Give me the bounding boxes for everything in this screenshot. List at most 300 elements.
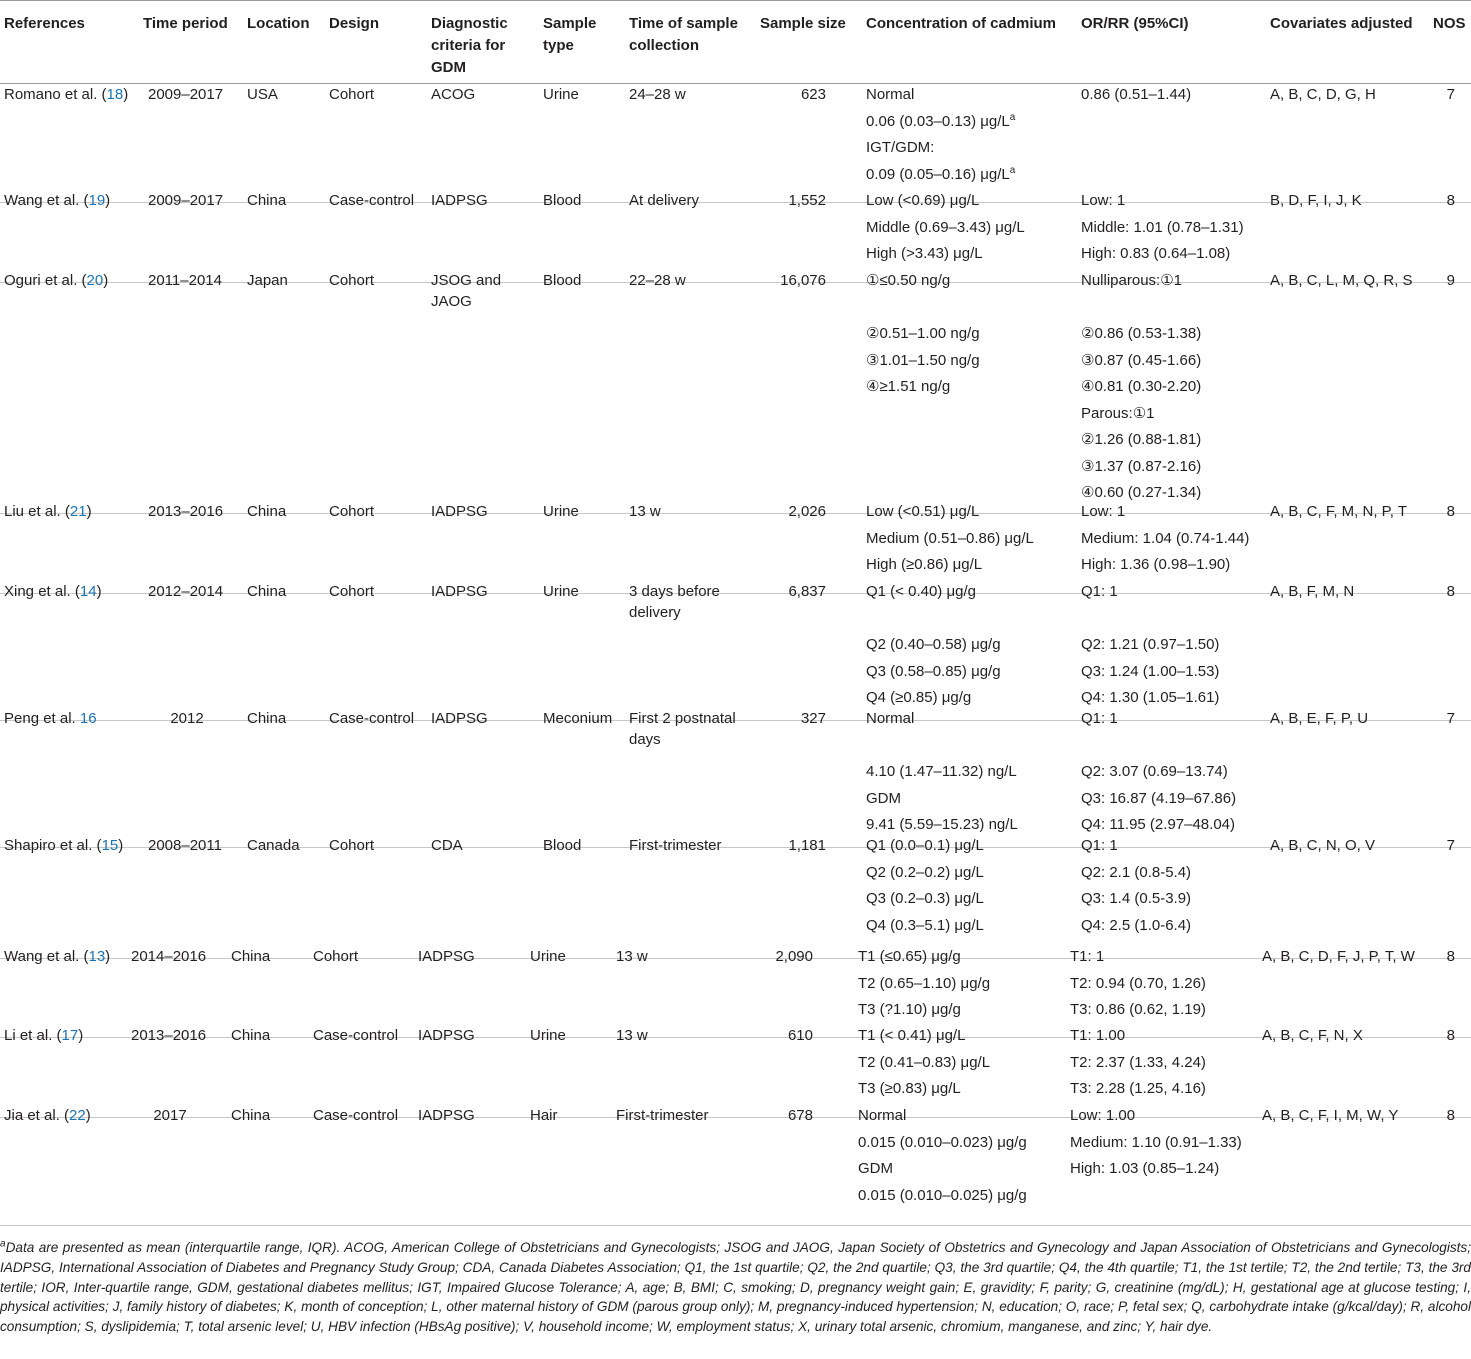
diag-line: IADPSG — [431, 503, 488, 520]
cell-line-text: Normal — [866, 710, 915, 727]
sample-size-cell: 6,837 — [788, 583, 826, 600]
reference-author: Romano et al. ( — [4, 86, 107, 103]
or-rr-cell — [1081, 581, 1219, 714]
cell-line — [1081, 581, 1219, 608]
cell-line — [866, 350, 980, 377]
cell-line — [1070, 1052, 1206, 1079]
cell-line — [858, 1158, 1027, 1185]
cell-line — [866, 376, 980, 403]
cell-line — [1081, 761, 1236, 788]
collection-time-cell — [616, 1105, 709, 1126]
reference-close: ) — [85, 1107, 91, 1124]
table-row — [0, 581, 1471, 721]
cell-line-text: T2 (0.65–1.10) μg/g — [858, 974, 991, 992]
cell-line — [866, 554, 1034, 581]
cell-line-text: Q3: 16.87 (4.19–67.86) — [1081, 789, 1237, 807]
or-rr-cell — [1070, 946, 1206, 1026]
cell-line-text: Q3 (0.2–0.3) μg/L — [866, 890, 984, 907]
reference-link[interactable]: 16 — [79, 710, 97, 727]
sample-type-cell: Urine — [530, 948, 566, 965]
cell-line-text: Parous:①1 — [1081, 404, 1155, 422]
diag-line: IADPSG — [431, 710, 488, 727]
header-location: Location — [247, 15, 310, 32]
nos-cell: 8 — [1446, 192, 1455, 209]
sample-size-cell: 2,026 — [788, 503, 826, 520]
cell-line — [1081, 84, 1191, 111]
location-cell: Canada — [247, 837, 300, 854]
cell-line — [866, 270, 980, 297]
cell-line — [866, 581, 1001, 608]
collection-line: 13 w — [616, 948, 648, 965]
design-cell: Cohort — [313, 948, 359, 965]
header-time-of-collection — [629, 13, 738, 57]
cell-line — [858, 973, 990, 1000]
diagnostic-criteria-cell — [431, 708, 488, 729]
covariates-cell: A, B, C, D, F, J, P, T, W — [1262, 948, 1415, 965]
cell-line — [866, 634, 1001, 661]
cell-line — [858, 1025, 990, 1052]
diag-line: CDA — [431, 837, 463, 854]
cell-line — [1070, 1158, 1242, 1185]
or-rr-cell — [1070, 1025, 1206, 1105]
reference-link[interactable]: 21 — [69, 503, 87, 520]
sample-size-cell: 16,076 — [780, 272, 826, 289]
cell-line — [866, 761, 1018, 788]
reference-link[interactable]: 13 — [88, 948, 106, 965]
cell-line — [1070, 1078, 1206, 1105]
cell-line — [858, 1185, 1027, 1212]
cell-line-text: ②0.51–1.00 ng/g — [866, 325, 980, 342]
cell-line-text: ④≥1.51 ng/g — [866, 378, 951, 395]
cell-line — [1081, 835, 1191, 862]
cell-line-text: Q4 (0.3–5.1) μg/L — [866, 916, 984, 934]
cell-line-text: 0.86 (0.51–1.44) — [1081, 86, 1192, 103]
or-rr-cell — [1081, 835, 1191, 941]
time-period-cell: 2009–2017 — [148, 192, 224, 209]
reference-close: ) — [86, 503, 92, 520]
header-concentration: Concentration of cadmium — [866, 15, 1057, 32]
cell-line-text: T1: 1.00 — [1070, 1027, 1126, 1044]
diagnostic-criteria-cell — [431, 581, 488, 602]
cell-line-text: Q2: 2.1 (0.8-5.4) — [1081, 863, 1192, 881]
cell-line-text: 9.41 (5.59–15.23) ng/L — [866, 816, 1018, 833]
cell-line-text: ②1.26 (0.88-1.81) — [1081, 431, 1202, 448]
cell-line-text: T3 (?1.10) μg/g — [858, 1001, 961, 1018]
nos-cell: 8 — [1446, 503, 1455, 520]
diag-line: IADPSG — [431, 583, 488, 600]
cell-line-text: T1 (< 0.41) μg/L — [858, 1027, 966, 1044]
or-rr-cell — [1081, 270, 1201, 509]
cell-line — [1081, 735, 1236, 762]
table-row — [0, 270, 1471, 514]
cell-line — [858, 1105, 1027, 1132]
reference-close: ) — [78, 1027, 84, 1044]
time-period-cell: 2014–2016 — [131, 948, 207, 965]
diagnostic-criteria-cell — [431, 501, 488, 522]
cell-line-text: 0.06 (0.03–0.13) μg/L — [866, 112, 1010, 130]
reference-cell — [4, 581, 102, 603]
cell-line-text: Low: 1.00 — [1070, 1107, 1136, 1124]
reference-author: Xing et al. ( — [4, 583, 80, 600]
cell-line-text: High (≥0.86) μg/L — [866, 556, 983, 573]
cell-line — [866, 661, 1001, 688]
table-footnote — [0, 1238, 1471, 1337]
header-sample-line2: type — [543, 37, 574, 54]
cell-line-text: ④0.60 (0.27-1.34) — [1081, 484, 1202, 501]
collection-time-cell — [629, 84, 686, 105]
cell-line — [1081, 862, 1191, 889]
cell-line — [1070, 946, 1206, 973]
reference-link[interactable]: 22 — [69, 1107, 86, 1124]
design-cell: Cohort — [329, 583, 375, 600]
nos-cell: 7 — [1446, 837, 1455, 854]
cell-line-text: High: 1.03 (0.85–1.24) — [1070, 1160, 1220, 1177]
collection-time-cell — [616, 1025, 648, 1046]
cell-line — [1081, 634, 1219, 661]
cell-line-text: Q2 (0.2–0.2) μg/L — [866, 863, 984, 881]
reference-cell — [4, 270, 108, 292]
diag-line: IADPSG — [418, 948, 475, 965]
cell-line-text: ③1.01–1.50 ng/g — [866, 351, 980, 369]
footnote-text: Data are presented as mean (interquartile range, IQR). ACOG, American College of Obstetricians and Gynecologists; JSOG and JAOG, Japan Society of Obstetrics and Gynecology and Japan Association of Obstetricians and Gynecologists; IADPSG, International Association of Diabetes and Pregnancy Study Group; CDA, Canada Diabetes Association; Q1, the 1st quartile; Q2, the 2nd quartile; Q3, the 3rd quartile; Q4, the 4th quartile; T1, the 1st tertile; T2, the 2nd tertile; T3, the 3rd tertile; IOR, Inter-quartile range, GDM, gestational diabetes mellitus; IGT, Impaired Glucose Tolerance; A, age; B, BMI; C, smoking; D, pregnancy weight gain; E, gravidity; F, parity; G, creatinine (mg/dL); H, gestational age at glucose testing; I, physical activities; J, family history of diabetes; K, month of conception; L, other maternal history of GDM (parous group only); M, pregnancy-induced hypertension; N, education; O, race; P, fetal sex; Q, carbohydrate intake (g/kcal/day); R, alcohol consumption; S, dyslipidemia; T, total arsenic level; U, HBV infection (HBsAg positive); V, household income; W, employment status; X, urinary total arsenic, chromium, manganese, and zinc; Y, hair dye. — [0, 1240, 1471, 1335]
table-row — [0, 1105, 1471, 1226]
time-period-cell: 2011–2014 — [148, 272, 222, 289]
cell-line-text: GDM — [858, 1160, 893, 1177]
cell-line-text: Q3 (0.58–0.85) μg/g — [866, 662, 1001, 680]
time-period-cell: 2013–2016 — [148, 503, 224, 520]
sample-type-cell: Blood — [543, 272, 582, 289]
header-covariates: Covariates adjusted — [1270, 15, 1413, 32]
sample-type-cell: Blood — [543, 192, 582, 209]
header-nos: NOS — [1433, 15, 1466, 32]
cell-line — [858, 1078, 990, 1105]
nos-cell: 8 — [1446, 1027, 1455, 1044]
reference-close: ) — [96, 583, 102, 600]
covariates-cell: A, B, C, F, N, X — [1262, 1027, 1363, 1044]
covariates-cell: A, B, C, L, M, Q, R, S — [1270, 272, 1413, 289]
reference-author: Wang et al. ( — [4, 192, 89, 209]
covariates-cell: A, B, C, D, G, H — [1270, 86, 1376, 103]
diagnostic-criteria-cell — [431, 84, 475, 105]
cell-line-text: T3 (≥0.83) μg/L — [858, 1080, 961, 1097]
table-row — [0, 84, 1471, 203]
time-period-cell: 2017 — [153, 1107, 187, 1124]
reference-author: Li et al. ( — [4, 1027, 62, 1044]
header-time-period: Time period — [143, 15, 228, 32]
cell-line-text: Q4: 1.30 (1.05–1.61) — [1081, 689, 1220, 706]
collection-line: 22–28 w — [629, 272, 686, 289]
cell-line — [866, 528, 1034, 555]
cell-line — [866, 84, 1015, 111]
covariates-cell: A, B, C, F, I, M, W, Y — [1262, 1107, 1399, 1124]
cell-line — [858, 946, 990, 973]
cell-line — [1081, 297, 1201, 324]
cell-line — [866, 323, 980, 350]
superscript-marker: a — [1009, 111, 1016, 123]
cell-line-text: Q1: 1 — [1081, 710, 1118, 727]
concentration-cell — [866, 835, 984, 941]
cell-line-text: Normal — [866, 86, 915, 103]
cell-line — [866, 788, 1018, 815]
sample-type-cell: Blood — [543, 837, 582, 854]
cell-line-text: 0.015 (0.010–0.023) μg/g — [858, 1133, 1027, 1151]
reference-cell — [4, 501, 92, 523]
cell-line — [1081, 456, 1201, 483]
cell-line — [1081, 350, 1201, 377]
cell-line — [866, 862, 984, 889]
cell-line — [1081, 190, 1244, 217]
cell-line-text: Middle (0.69–3.43) μg/L — [866, 218, 1025, 236]
cell-line-text: Q1 (0.0–0.1) μg/L — [866, 837, 984, 854]
sample-type-cell: Meconium — [543, 710, 613, 727]
diag-line: IADPSG — [418, 1027, 475, 1044]
cell-line-text: T2: 2.37 (1.33, 4.24) — [1070, 1053, 1206, 1071]
location-cell: China — [247, 503, 287, 520]
sample-size-cell: 610 — [787, 1027, 813, 1044]
cell-line — [866, 915, 984, 942]
cell-line-text: ③1.37 (0.87-2.16) — [1081, 457, 1202, 475]
sample-size-cell: 678 — [787, 1107, 813, 1124]
sample-type-cell: Urine — [543, 503, 579, 520]
cell-line — [866, 501, 1034, 528]
reference-author: Liu et al. ( — [4, 503, 70, 520]
diagnostic-criteria-cell — [418, 946, 475, 967]
diag-line: JAOG — [431, 293, 472, 310]
diagnostic-criteria-cell — [418, 1105, 475, 1126]
cell-line-text: 0.09 (0.05–0.16) μg/L — [866, 165, 1010, 183]
cell-line-text: Q2 (0.40–0.58) μg/g — [866, 636, 1001, 653]
collection-time-cell — [629, 835, 722, 856]
header-diagnostic-criteria — [431, 13, 508, 79]
cell-line-text: T3: 0.86 (0.62, 1.19) — [1070, 1001, 1206, 1018]
diagnostic-criteria-cell — [431, 190, 488, 211]
concentration-cell — [866, 84, 1015, 190]
time-period-cell: 2008–2011 — [148, 837, 222, 854]
reference-close: ) — [105, 192, 111, 209]
cell-line-text: 4.10 (1.47–11.32) ng/L — [866, 763, 1017, 780]
covariates-cell: A, B, F, M, N — [1270, 583, 1355, 600]
reference-cell — [4, 946, 110, 968]
design-cell: Case-control — [329, 710, 415, 727]
cell-line-text: Q2: 3.07 (0.69–13.74) — [1081, 763, 1228, 780]
cell-line-text: Q3: 1.4 (0.5-3.9) — [1081, 890, 1192, 907]
concentration-cell — [866, 190, 1025, 270]
cell-line — [866, 888, 984, 915]
time-period-cell: 2012 — [170, 710, 204, 727]
cell-line — [1070, 999, 1206, 1026]
cell-line — [1081, 243, 1244, 270]
cell-line — [866, 835, 984, 862]
or-rr-cell — [1081, 84, 1191, 111]
cell-line-text: Q2: 1.21 (0.97–1.50) — [1081, 636, 1220, 653]
sample-size-cell: 1,552 — [788, 192, 826, 209]
location-cell: China — [247, 710, 287, 727]
cell-line — [858, 1052, 990, 1079]
header-sample-type — [543, 13, 596, 57]
cell-line — [858, 999, 990, 1026]
header-diag-line2: criteria for — [431, 37, 506, 54]
cell-line-text: Q1: 1 — [1081, 583, 1118, 600]
nos-cell: 8 — [1446, 1107, 1455, 1124]
location-cell: China — [231, 1027, 271, 1044]
collection-line: First 2 postnatal — [629, 710, 736, 727]
superscript-marker: a — [1009, 164, 1016, 176]
nos-cell: 7 — [1446, 710, 1455, 727]
concentration-cell — [858, 946, 990, 1026]
collection-time-cell — [616, 946, 648, 967]
location-cell: China — [247, 583, 287, 600]
cell-line-text: ②0.86 (0.53-1.38) — [1081, 325, 1202, 342]
cell-line — [866, 608, 1001, 635]
covariates-cell: A, B, C, N, O, V — [1270, 837, 1376, 854]
concentration-cell — [866, 501, 1034, 581]
location-cell: China — [247, 192, 287, 209]
cell-line-text: T1 (≤0.65) μg/g — [858, 948, 961, 965]
collection-line: delivery — [629, 604, 681, 621]
cell-line — [1081, 403, 1201, 430]
concentration-cell — [866, 581, 1001, 714]
cell-line-text: High: 1.36 (0.98–1.90) — [1081, 556, 1231, 573]
cell-line — [866, 217, 1025, 244]
cell-line-text: GDM — [866, 789, 901, 807]
sample-type-cell: Urine — [543, 583, 579, 600]
cell-line — [866, 137, 1015, 164]
collection-time-cell — [629, 270, 686, 291]
reference-cell — [4, 708, 97, 730]
sample-type-cell: Urine — [530, 1027, 566, 1044]
concentration-cell — [858, 1025, 990, 1105]
collection-line: 24–28 w — [629, 86, 686, 103]
cell-line — [866, 190, 1025, 217]
collection-time-cell — [629, 501, 661, 522]
covariates-cell: A, B, C, F, M, N, P, T — [1270, 503, 1407, 520]
header-tsc-line1: Time of sample — [629, 15, 738, 32]
diag-line: JSOG and — [431, 272, 502, 289]
cell-line — [1070, 1132, 1242, 1159]
nos-cell: 8 — [1446, 583, 1455, 600]
cell-line-text: Q1 (< 0.40) μg/g — [866, 583, 976, 600]
cell-line — [1081, 429, 1201, 456]
nos-cell: 8 — [1446, 948, 1455, 965]
sample-type-cell: Hair — [530, 1107, 558, 1124]
collection-line: 13 w — [629, 503, 661, 520]
design-cell: Cohort — [329, 503, 375, 520]
cell-line — [1081, 528, 1249, 555]
cell-line-text: ④0.81 (0.30-2.20) — [1081, 378, 1202, 395]
reference-link[interactable]: 14 — [79, 583, 97, 600]
cell-line — [866, 735, 1018, 762]
collection-line: At delivery — [629, 192, 700, 209]
cell-line — [1081, 323, 1201, 350]
diag-line: IADPSG — [418, 1107, 475, 1124]
cell-line-text: Low (<0.69) μg/L — [866, 192, 980, 209]
collection-line: days — [629, 731, 661, 748]
sample-type-cell: Urine — [543, 86, 579, 103]
cell-line-text: High (>3.43) μg/L — [866, 245, 983, 262]
reference-close: ) — [105, 948, 111, 965]
cell-line-text: Medium: 1.04 (0.74-1.44) — [1081, 529, 1250, 547]
cell-line-text: T2 (0.41–0.83) μg/L — [858, 1053, 991, 1071]
or-rr-cell — [1081, 708, 1236, 841]
cell-line-text: Low (<0.51) μg/L — [866, 503, 980, 520]
reference-author: Oguri et al. ( — [4, 272, 87, 289]
design-cell: Case-control — [329, 192, 415, 209]
cell-line-text: ①≤0.50 ng/g — [866, 272, 951, 289]
concentration-cell — [866, 708, 1018, 841]
cell-line — [1081, 376, 1201, 403]
design-cell: Case-control — [313, 1027, 399, 1044]
cell-line — [866, 111, 1015, 138]
cell-line-text: Q4: 11.95 (2.97–48.04) — [1081, 816, 1235, 833]
cell-line — [866, 708, 1018, 735]
design-cell: Case-control — [313, 1107, 399, 1124]
header-or-rr: OR/RR (95%CI) — [1081, 15, 1189, 32]
cell-line-text: Nulliparous:①1 — [1081, 272, 1182, 289]
time-period-cell: 2009–2017 — [148, 86, 224, 103]
sample-size-cell: 1,181 — [788, 837, 826, 854]
reference-author: Shapiro et al. ( — [4, 837, 102, 854]
reference-link[interactable]: 18 — [106, 86, 124, 103]
design-cell: Cohort — [329, 86, 375, 103]
header-references: References — [4, 15, 85, 32]
cell-line-text: Q3: 1.24 (1.00–1.53) — [1081, 662, 1220, 680]
sample-size-cell: 623 — [800, 86, 826, 103]
cell-line — [1081, 217, 1244, 244]
cell-line — [1081, 270, 1201, 297]
collection-line: 3 days before — [629, 583, 720, 600]
location-cell: USA — [247, 86, 278, 103]
reference-cell — [4, 190, 110, 212]
reference-link[interactable]: 19 — [88, 192, 106, 209]
reference-cell — [4, 835, 123, 857]
cell-line — [1070, 1025, 1206, 1052]
header-sample-size: Sample size — [760, 15, 846, 32]
cell-line — [866, 297, 980, 324]
collection-time-cell — [629, 190, 699, 211]
cell-line-text: IGT/GDM: — [866, 139, 935, 156]
reference-link[interactable]: 20 — [86, 272, 104, 289]
table-header — [0, 0, 1471, 84]
sample-size-cell: 327 — [800, 710, 826, 727]
covariates-cell: A, B, E, F, P, U — [1270, 710, 1369, 727]
header-design: Design — [329, 15, 380, 32]
or-rr-cell — [1081, 501, 1249, 581]
design-cell: Cohort — [329, 837, 375, 854]
collection-time-cell — [629, 581, 720, 623]
diagnostic-criteria-cell — [431, 270, 501, 312]
diagnostic-criteria-cell — [418, 1025, 475, 1046]
header-tsc-line2: collection — [629, 37, 700, 54]
location-cell: Japan — [247, 272, 288, 289]
cell-line-text: High: 0.83 (0.64–1.08) — [1081, 245, 1231, 262]
cell-line — [858, 1132, 1027, 1159]
nos-cell: 7 — [1446, 86, 1455, 103]
cell-line — [866, 164, 1015, 191]
cell-line — [1081, 661, 1219, 688]
cell-line-text: ③0.87 (0.45-1.66) — [1081, 351, 1202, 369]
sample-size-cell: 2,090 — [775, 948, 813, 965]
time-period-cell: 2013–2016 — [131, 1027, 207, 1044]
cell-line-text: Low: 1 — [1081, 192, 1126, 209]
collection-line: 13 w — [616, 1027, 648, 1044]
reference-link[interactable]: 17 — [61, 1027, 79, 1044]
reference-author: Wang et al. ( — [4, 948, 89, 965]
reference-author: Jia et al. ( — [4, 1107, 70, 1124]
location-cell: China — [231, 948, 271, 965]
cell-line-text: T3: 2.28 (1.25, 4.16) — [1070, 1080, 1206, 1097]
reference-link[interactable]: 15 — [101, 837, 119, 854]
cell-line — [1070, 1105, 1242, 1132]
